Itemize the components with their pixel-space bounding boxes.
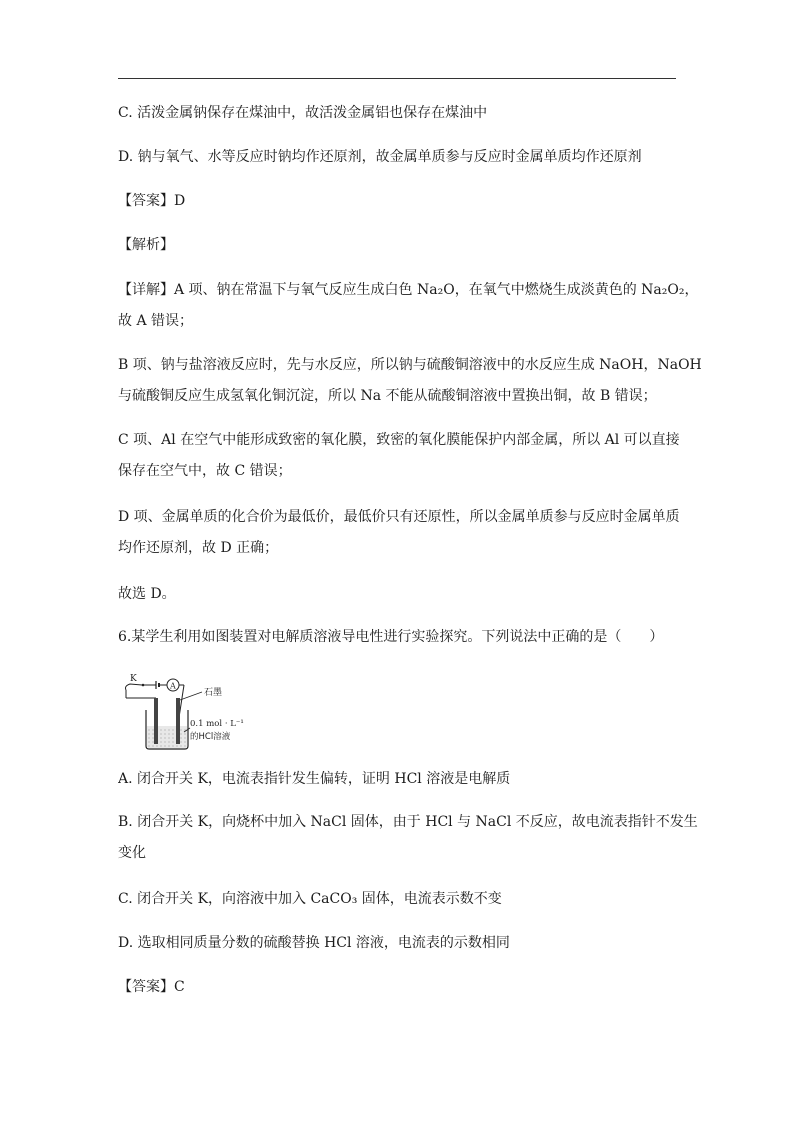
- switch-label: K: [130, 674, 137, 684]
- detail-b-line-1: B 项、钠与盐溶液反应时，先与水反应，所以钠与硫酸铜溶液中的水反应生成 NaOH，NaOH: [118, 357, 702, 373]
- option-d: D. 选取相同质量分数的硫酸替换 HCl 溶液，电流表的示数相同: [118, 935, 510, 951]
- option-c: C. 闭合开关 K，向溶液中加入 CaCO₃ 固体，电流表示数不变: [118, 891, 502, 907]
- solution-label-2: 的HCl溶液: [190, 732, 231, 742]
- conclusion: 故选 D。: [118, 586, 176, 602]
- question-6: 6.某学生利用如图装置对电解质溶液导电性进行实验探究。下列说法中正确的是（ ）: [118, 629, 664, 645]
- option-a: A. 闭合开关 K，电流表指针发生偏转，证明 HCl 溶液是电解质: [118, 771, 511, 787]
- option-b-line-2: 变化: [118, 845, 146, 861]
- answer-previous: 【答案】D: [118, 193, 186, 209]
- answer: 【答案】C: [118, 979, 185, 995]
- detail-d: [118, 502, 678, 564]
- option-d-previous: D. 钠与氧气、水等反应时钠均作还原剂，故金属单质参与反应时金属单质均作还原剂: [118, 149, 642, 165]
- analysis-heading: 【解析】: [118, 237, 174, 253]
- option-c-previous: C. 活泼金属钠保存在煤油中，故活泼金属铝也保存在煤油中: [118, 105, 488, 121]
- conductivity-apparatus-figure: [118, 672, 258, 752]
- detail-c-line-2: 保存在空气中，故 C 错误；: [118, 463, 292, 479]
- solution-fill: [147, 726, 187, 748]
- electrode-right: [176, 698, 180, 744]
- option-b: [118, 807, 698, 869]
- detail-a: [118, 275, 699, 337]
- detail-a-line-1: 【详解】A 项、钠在常温下与氧气反应生成白色 Na₂O，在氧气中燃烧生成淡黄色的 Na₂O₂，: [118, 282, 699, 298]
- electrode-label: 石墨: [204, 688, 223, 698]
- detail-b-line-2: 与硫酸铜反应生成氢氧化铜沉淀，所以 Na 不能从硫酸铜溶液中置换出铜，故 B 错误；: [118, 388, 657, 404]
- switch-contact: [142, 684, 145, 687]
- detail-b: [118, 350, 702, 412]
- header-rule: [118, 78, 676, 79]
- detail-d-line-1: D 项、金属单质的化合价为最低价，最低价只有还原性，所以金属单质参与反应时金属单质: [118, 509, 680, 525]
- ammeter-label: A: [170, 681, 176, 691]
- electrode-left: [154, 698, 158, 744]
- detail-c-line-1: C 项、Al 在空气中能形成致密的氧化膜，致密的氧化膜能保护内部金属，所以 Al 可以直接: [118, 432, 680, 448]
- switch-lever: [126, 684, 143, 690]
- detail-d-line-2: 均作还原剂，故 D 正确；: [118, 540, 279, 556]
- electrode-leader-line: [180, 692, 202, 700]
- detail-a-line-2: 故 A 错误；: [118, 313, 194, 329]
- solution-label-1: 0.1 mol · L⁻¹: [190, 719, 244, 729]
- option-b-line-1: B. 闭合开关 K，向烧杯中加入 NaCl 固体，由于 HCl 与 NaCl 不反应，故电流表指针不发生: [118, 814, 698, 830]
- detail-c: [118, 425, 678, 487]
